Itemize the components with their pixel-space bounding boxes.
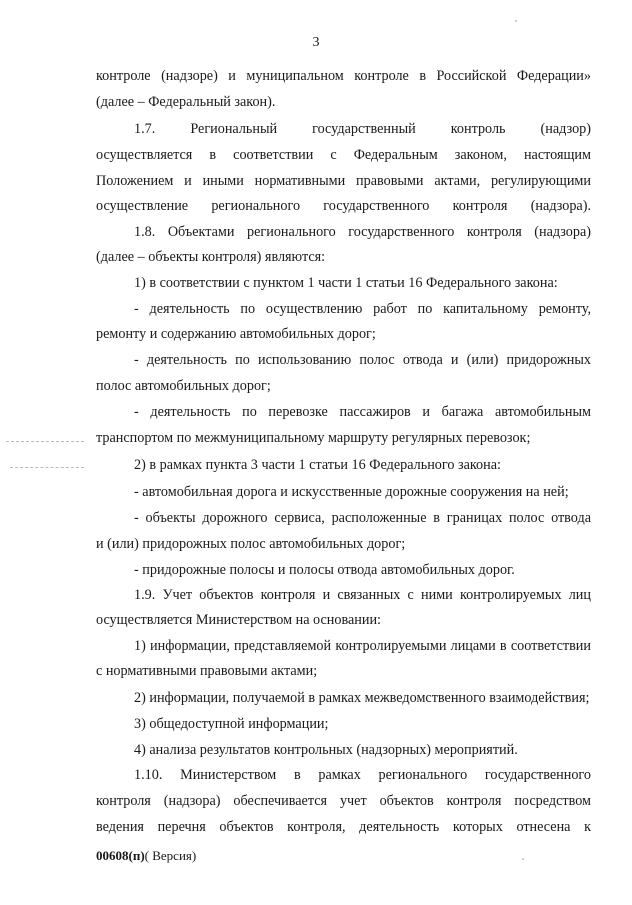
- text-line: - объекты дорожного сервиса, расположенные в границах полос отвода: [134, 510, 591, 526]
- text-line: 2) информации, получаемой в рамках межведомственного взаимодействия;: [134, 690, 590, 706]
- text-line: 2) в рамках пункта 3 части 1 статьи 16 Федерального закона:: [134, 457, 501, 473]
- document-code: 00608(п): [96, 848, 145, 863]
- text-line: транспортом по межмуниципальному маршруту регулярных перевозок;: [96, 430, 531, 446]
- page-number: 3: [312, 35, 320, 50]
- text-line: 4) анализа результатов контрольных (надзорных) мероприятий.: [134, 742, 518, 758]
- scan-speck: [515, 20, 517, 22]
- scan-mark: [6, 441, 84, 442]
- text-line: 1.9. Учет объектов контроля и связанных с ними контролируемых лиц: [134, 587, 591, 603]
- text-line: - придорожные полосы и полосы отвода автомобильных дорог.: [134, 562, 515, 578]
- text-line: ремонту и содержанию автомобильных дорог;: [96, 326, 376, 342]
- text-line: - автомобильная дорога и искусственные дорожные сооружения на ней;: [134, 484, 569, 500]
- document-version: ( Версия): [144, 848, 197, 863]
- text-line: 3) общедоступной информации;: [134, 716, 329, 732]
- text-line: 1.10. Министерством в рамках регионального государственного: [134, 767, 591, 783]
- text-line: Положением и иными нормативными правовыми актами, регулирующими: [96, 173, 591, 189]
- scan-speck: [522, 858, 524, 860]
- text-line: контроля (надзора) обеспечивается учет объектов контроля посредством: [96, 793, 591, 809]
- text-line: - деятельность по использованию полос отвода и (или) придорожных: [134, 352, 591, 368]
- text-line: и (или) придорожных полос автомобильных дорог;: [96, 536, 406, 552]
- text-line: с нормативными правовыми актами;: [96, 663, 318, 679]
- text-line: - деятельность по перевозке пассажиров и багажа автомобильным: [134, 404, 591, 420]
- text-line: осуществляется в соответствии с Федеральным законом, настоящим: [96, 147, 591, 163]
- text-line: осуществление регионального государственного контроля (надзора).: [96, 198, 591, 214]
- text-line: 1.7. Региональный государственный контроль (надзор): [134, 121, 591, 137]
- text-line: 1) информации, представляемой контролируемыми лицами в соответствии: [134, 638, 591, 654]
- scan-mark: [10, 467, 84, 468]
- text-line: полос автомобильных дорог;: [96, 378, 271, 394]
- text-line: (далее – Федеральный закон).: [96, 94, 276, 110]
- text-line: контроле (надзоре) и муниципальном контроле в Российской Федерации»: [96, 68, 591, 84]
- document-footer: [96, 848, 196, 864]
- text-line: 1) в соответствии с пунктом 1 части 1 статьи 16 Федерального закона:: [134, 275, 558, 291]
- text-line: ведения перечня объектов контроля, деятельность которых отнесена к: [96, 819, 591, 835]
- text-line: - деятельность по осуществлению работ по капитальному ремонту,: [134, 301, 591, 317]
- text-line: (далее – объекты контроля) являются:: [96, 249, 326, 265]
- text-line: 1.8. Объектами регионального государственного контроля (надзора): [134, 224, 591, 240]
- text-line: осуществляется Министерством на основании:: [96, 612, 382, 628]
